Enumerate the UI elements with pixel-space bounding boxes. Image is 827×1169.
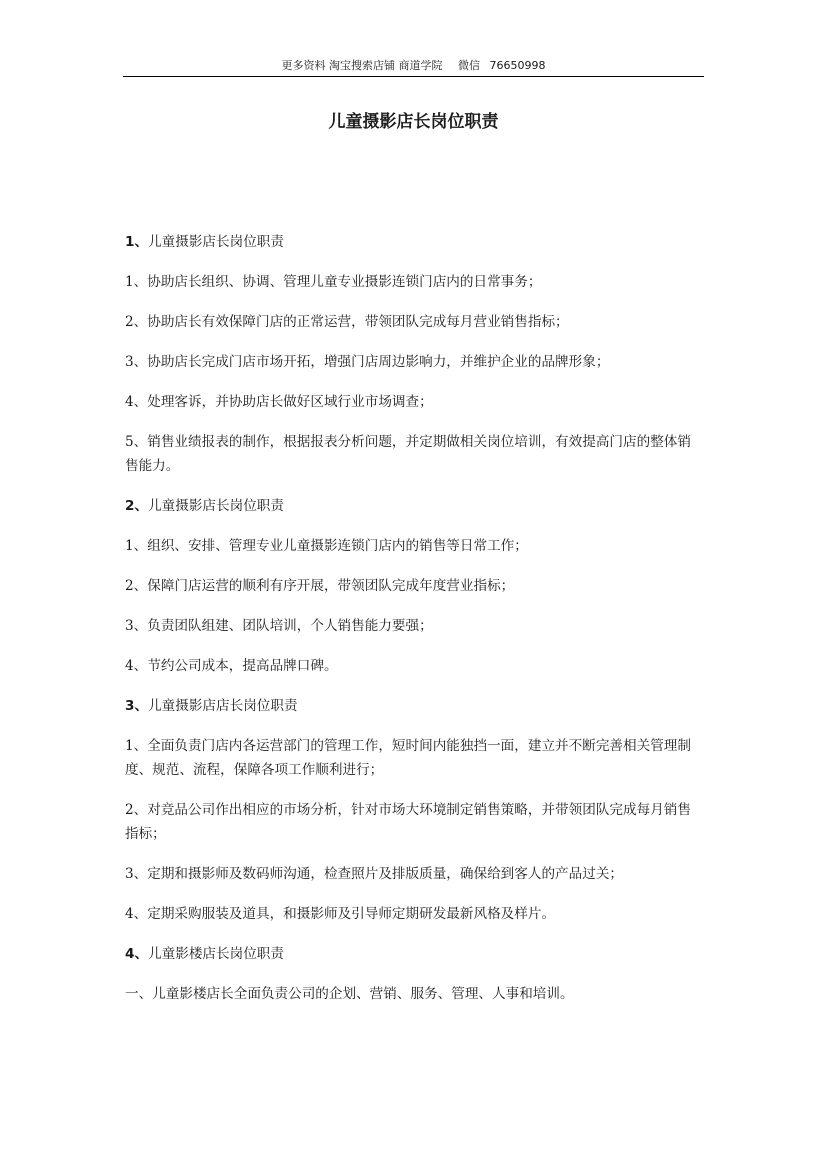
paragraph: 3、负责团队组建、团队培训，个人销售能力要强； bbox=[125, 618, 433, 634]
section-heading bbox=[125, 494, 703, 518]
section-heading-text: 儿童影楼店长岗位职责 bbox=[148, 946, 284, 962]
paragraph: 2、协助店长有效保障门店的正常运营，带领团队完成每月营业销售指标； bbox=[125, 314, 569, 330]
section-number: 4、 bbox=[125, 946, 149, 962]
paragraph: 5、销售业绩报表的制作，根据报表分析问题，并定期做相关岗位培训，有效提高门店的整体销售能力。 bbox=[125, 434, 691, 474]
paragraph: 1、全面负责门店内各运营部门的管理工作，短时间内能独挡一面，建立并不断完善相关管理制度、规范、流程，保障各项工作顺利进行； bbox=[125, 738, 691, 778]
paragraph: 2、对竞品公司作出相应的市场分析，针对市场大环境制定销售策略，并带领团队完成每月销售指标； bbox=[125, 802, 691, 842]
header-wechat-id: 76650998 bbox=[489, 59, 546, 72]
section-heading-text: 儿童摄影店长岗位职责 bbox=[148, 234, 284, 250]
section-number: 1、 bbox=[125, 234, 149, 250]
paragraph: 1、协助店长组织、协调、管理儿童专业摄影连锁门店内的日常事务； bbox=[125, 274, 542, 290]
section-heading bbox=[125, 694, 703, 718]
header-wechat-label: 微信 bbox=[458, 59, 480, 72]
section-heading-text: 儿童摄影店店长岗位职责 bbox=[148, 698, 298, 714]
section-heading bbox=[125, 230, 703, 254]
paragraph: 3、定期和摄影师及数码师沟通，检查照片及排版质量，确保给到客人的产品过关； bbox=[125, 866, 624, 882]
section-number: 2、 bbox=[125, 498, 149, 514]
page-header bbox=[123, 56, 704, 77]
paragraph: 4、节约公司成本，提高品牌口碑。 bbox=[125, 658, 338, 674]
document-body bbox=[125, 230, 703, 1022]
section-heading bbox=[125, 942, 703, 966]
paragraph: 一、儿童影楼店长全面负责公司的企划、营销、服务、管理、人事和培训。 bbox=[125, 986, 574, 1002]
paragraph: 4、定期采购服装及道具，和摄影师及引导师定期研发最新风格及样片。 bbox=[125, 906, 556, 922]
paragraph: 4、处理客诉，并协助店长做好区域行业市场调查； bbox=[125, 394, 433, 410]
header-text: 更多资料 淘宝搜索店铺 商道学院 bbox=[281, 59, 443, 72]
paragraph: 3、协助店长完成门店市场开拓，增强门店周边影响力，并维护企业的品牌形象； bbox=[125, 354, 610, 370]
section-number: 3、 bbox=[125, 698, 149, 714]
paragraph: 2、保障门店运营的顺利有序开展，带领团队完成年度营业指标； bbox=[125, 578, 515, 594]
document-title: 儿童摄影店长岗位职责 bbox=[328, 112, 499, 132]
section-heading-text: 儿童摄影店长岗位职责 bbox=[148, 498, 284, 514]
paragraph: 1、组织、安排、管理专业儿童摄影连锁门店内的销售等日常工作； bbox=[125, 538, 528, 554]
